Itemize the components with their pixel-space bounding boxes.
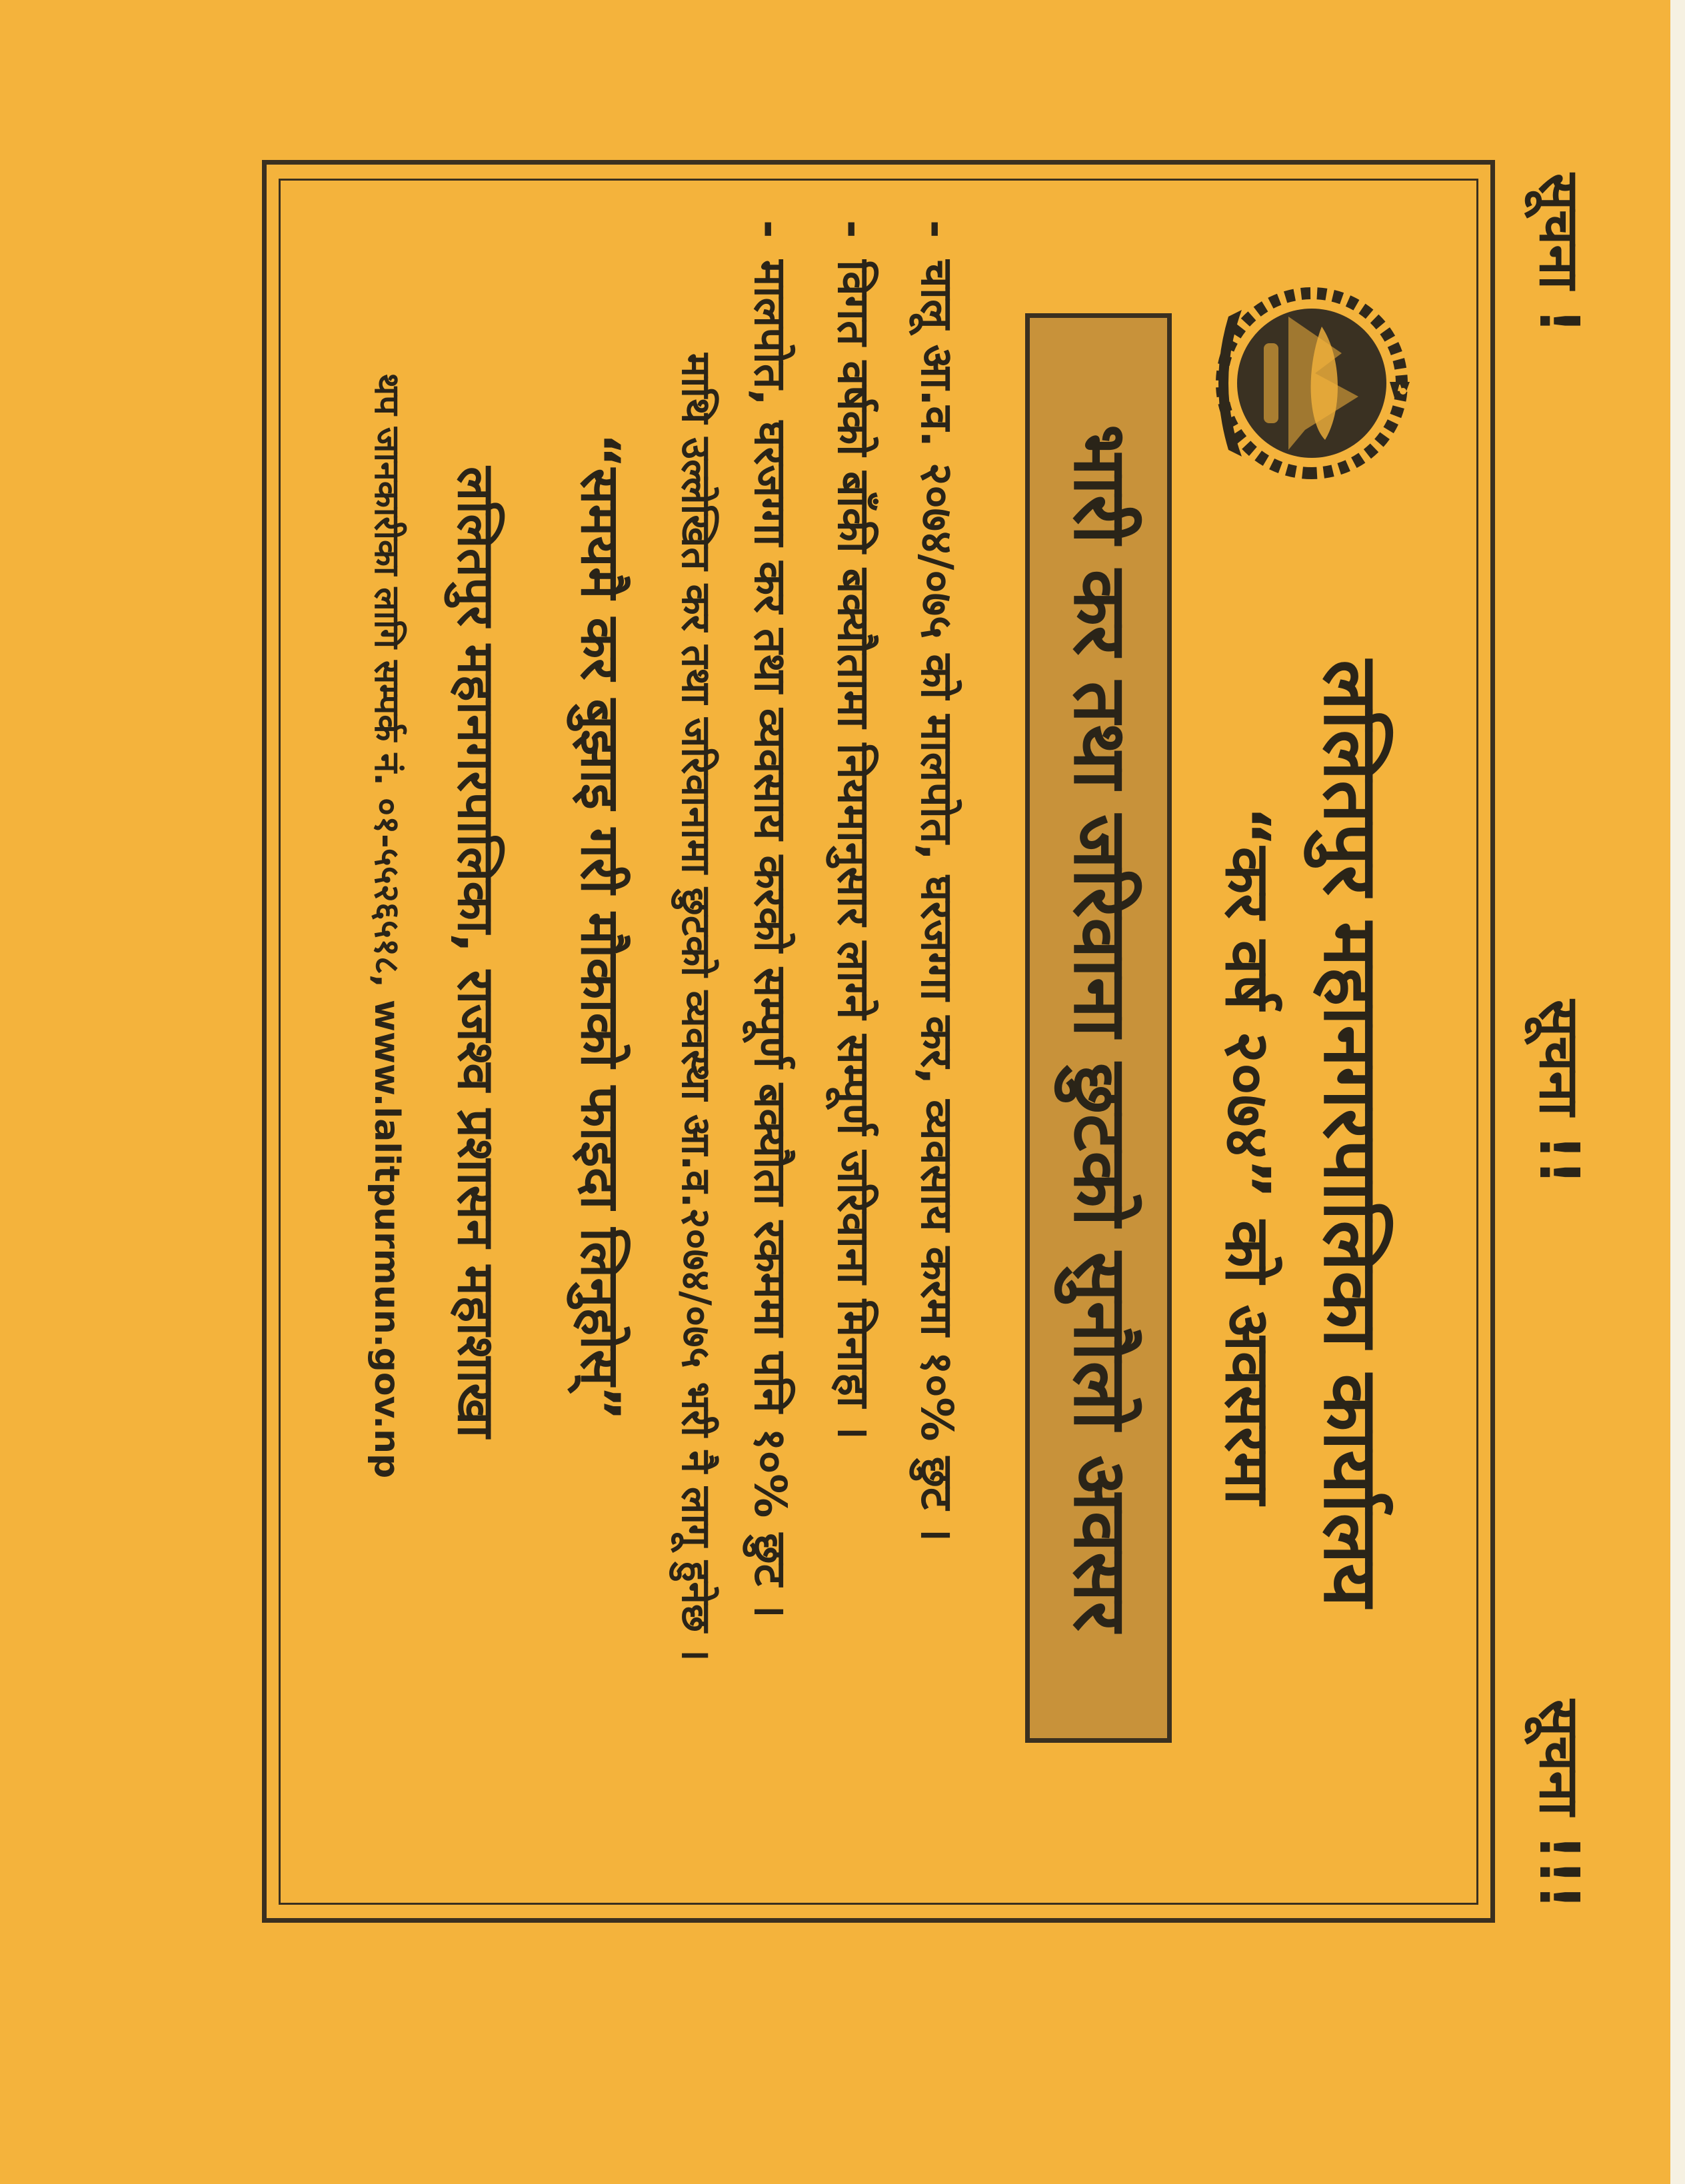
slogan: “समयमै कर बुझाइ गरी मौकाको फाइदा लिनुहोस्” (569, 433, 631, 1421)
list-item (729, 220, 812, 1859)
bullet-dash: - (911, 220, 962, 239)
office-title: ललितपुर महानगरपालिका कार्यालय (1307, 660, 1394, 1608)
offer-list (729, 220, 978, 1859)
notice-label-left: सूचना ! (1527, 173, 1590, 334)
validity-note: माथि उल्लेखित कर तथा जरिवानामा छुटको व्यवस्था आ.व.२०७४/०७५ भरी नै लागू हुनेछ । (673, 353, 719, 1661)
bullet-dash: - (745, 220, 796, 239)
issuing-office: ललितपुर महानगरपालिका, राजश्व प्रशासन महाशाखा (447, 467, 506, 1438)
bullet-dash: - (828, 220, 879, 239)
offer-text: चालू आ.व. २०७४/०७५ को मालपोत, घरजग्गा कर, व्यवसाय करमा १०% छुट । (911, 260, 962, 1542)
list-item (895, 220, 978, 1859)
contact-line: थप जानकारीका लागि सम्पर्क नं. ०१-५५२६५१८, www.lalitpurmun.gov.np (367, 373, 407, 1479)
headline-box (1025, 313, 1172, 1743)
notice-label-middle: सूचना !! (1527, 1000, 1590, 1185)
headline-text: भारी कर तथा जरिवाना छुटको सुनौलो अवसर (1058, 424, 1143, 1632)
offer-text: मालपोत, घरजग्गा कर तथा व्यवसाय करको सम्पूर्ण बक्यौता रकममा पनि १०% छुट । (745, 260, 796, 1618)
notice-row (1518, 173, 1598, 1919)
occasion-subtitle: “कर वर्ष २०७४” को अवसरमा (1212, 806, 1283, 1505)
list-item (812, 220, 895, 1859)
offer-text: विगत वर्षको बाँकी बक्यौतामा नियमानुसार लाग्ने सम्पूर्ण जरिवाना मिनाहा । (828, 260, 879, 1440)
nepal-emblem-icon (1208, 263, 1422, 503)
notice-label-right: सूचना !!! (1527, 1699, 1590, 1909)
